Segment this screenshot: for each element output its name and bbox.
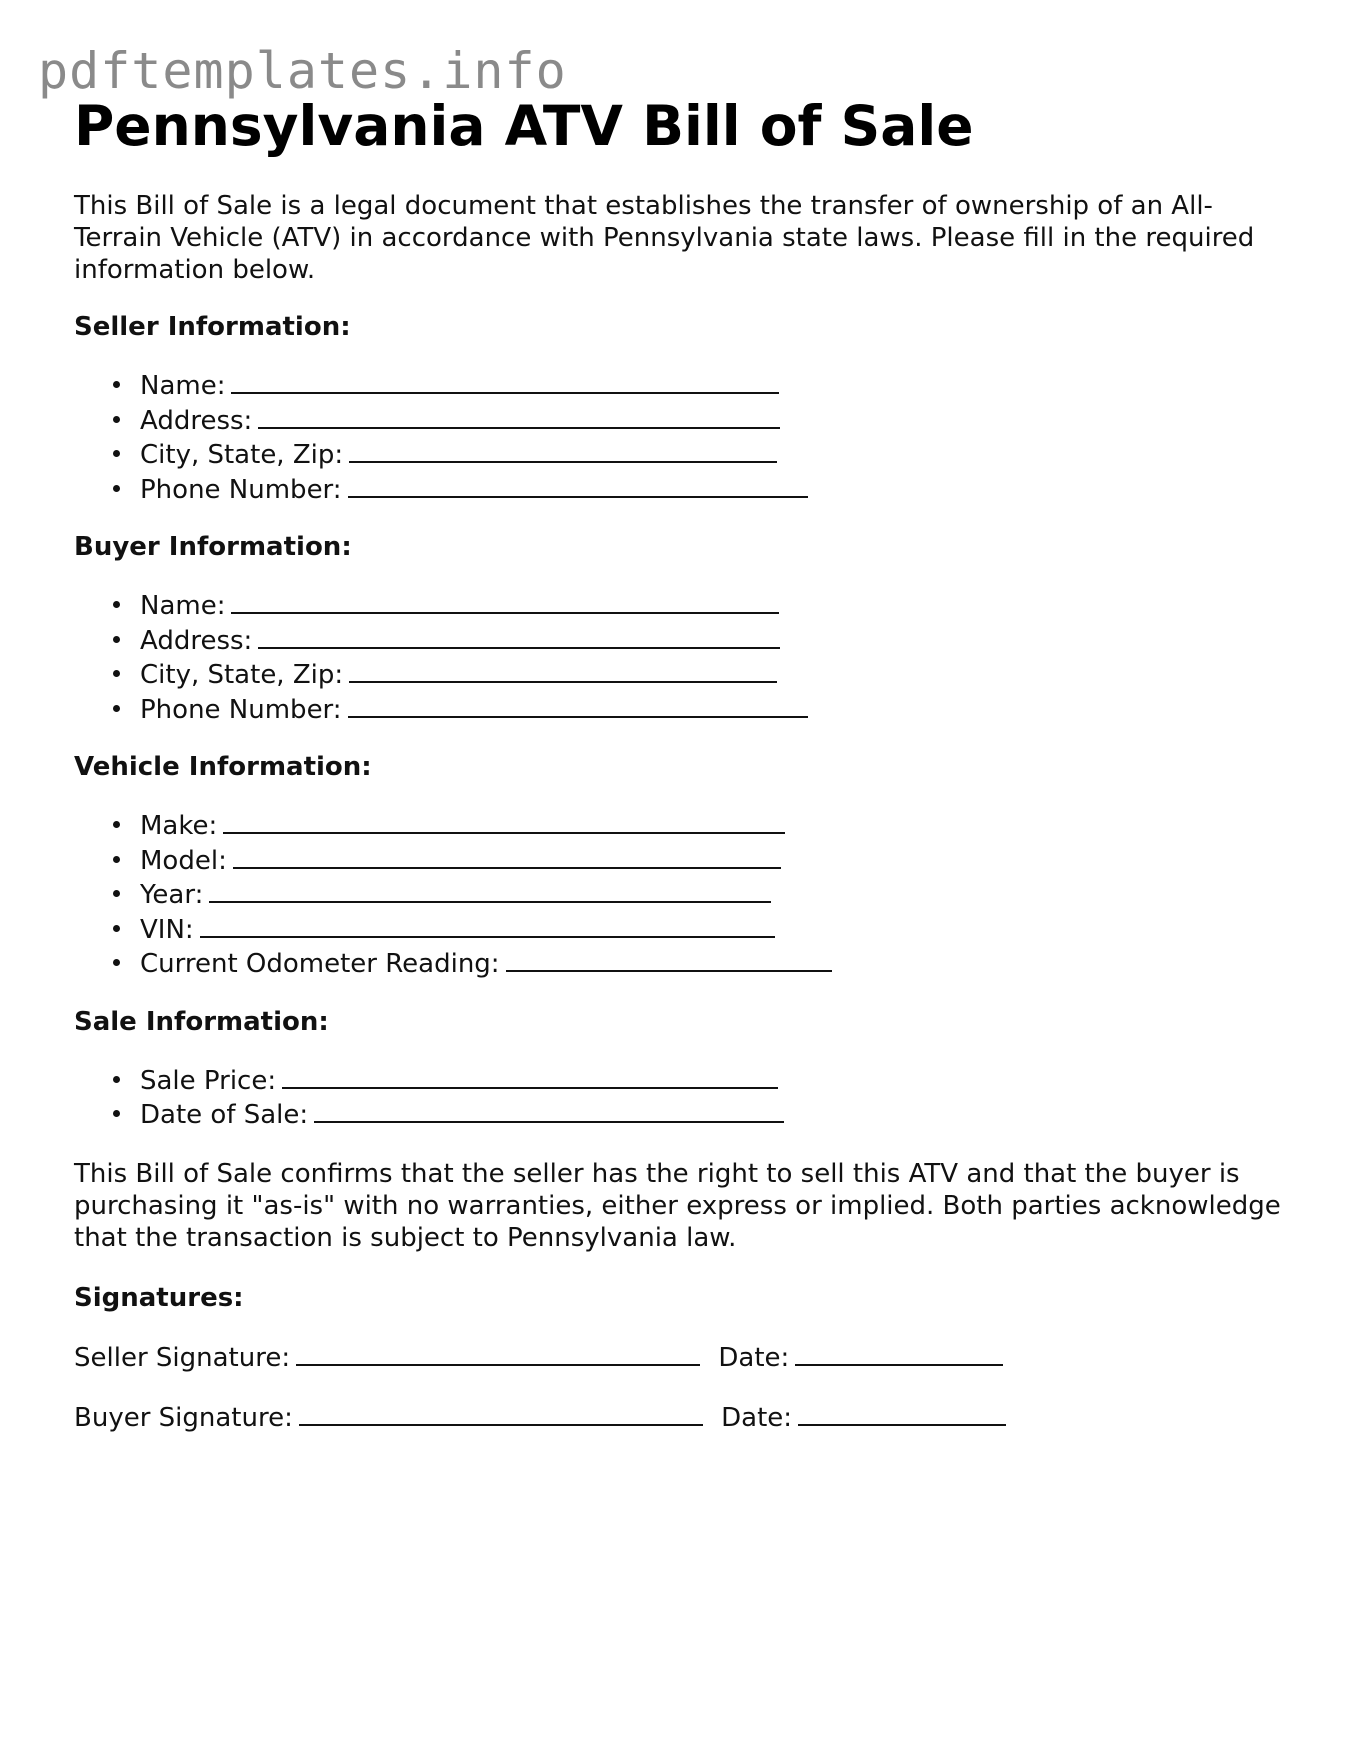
field-label: VIN: <box>140 914 194 945</box>
field-label: City, State, Zip: <box>140 660 344 690</box>
field-label: Year: <box>140 880 204 910</box>
vehicle-year-blank[interactable] <box>209 877 771 903</box>
buyer-signature-row <box>74 1400 1294 1434</box>
seller-date-label: Date: <box>718 1342 790 1373</box>
vehicle-odometer-field <box>74 946 1294 981</box>
sale-field-list <box>74 1063 1294 1132</box>
vehicle-model-field <box>74 843 1294 878</box>
sale-section-heading: Sale Information: <box>74 1006 329 1037</box>
buyer-signature-blank[interactable] <box>299 1400 703 1426</box>
page-title: Pennsylvania ATV Bill of Sale <box>74 94 974 158</box>
watermark: pdftemplates.info <box>38 42 567 100</box>
buyer-signature-label: Buyer Signature: <box>74 1402 293 1433</box>
vehicle-vin-blank[interactable] <box>200 912 775 938</box>
field-label: Phone Number: <box>140 694 342 725</box>
buyer-address-field <box>74 623 1294 658</box>
vehicle-year-field <box>74 877 1294 912</box>
seller-phone-field <box>74 472 1294 507</box>
seller-field-list <box>74 368 1294 506</box>
field-label: Sale Price: <box>140 1065 277 1096</box>
seller-address-blank[interactable] <box>258 403 780 429</box>
vehicle-field-list <box>74 808 1294 981</box>
seller-address-field <box>74 403 1294 438</box>
buyer-section-heading: Buyer Information: <box>74 532 352 562</box>
seller-signature-label: Seller Signature: <box>74 1342 291 1373</box>
buyer-phone-blank[interactable] <box>348 692 808 718</box>
field-label: Make: <box>140 811 218 841</box>
sale-price-field <box>74 1063 1294 1098</box>
field-label: Phone Number: <box>140 474 342 505</box>
seller-date-blank[interactable] <box>795 1340 1003 1366</box>
field-label: Date of Sale: <box>140 1100 309 1130</box>
field-label: City, State, Zip: <box>140 440 344 470</box>
field-label: Name: <box>140 591 226 621</box>
sale-date-blank[interactable] <box>314 1097 784 1123</box>
document <box>74 92 1294 1434</box>
vehicle-make-blank[interactable] <box>223 808 785 834</box>
buyer-city-state-zip-blank[interactable] <box>349 657 777 683</box>
buyer-city-state-zip-field <box>74 657 1294 692</box>
intro-paragraph: This Bill of Sale is a legal document that establishes the transfer of ownership of an All-Terrain Vehicle (ATV) in accordance with Pennsylvania state laws. Please fill in the required information below. <box>74 191 1255 285</box>
closing-paragraph: This Bill of Sale confirms that the seller has the right to sell this ATV and that the buyer is purchasing it "as-is" with no warranties, either express or implied. Both parties acknowledge that the transaction is subject to Pennsylvania law. <box>74 1158 1281 1253</box>
vehicle-section-heading: Vehicle Information: <box>74 752 372 782</box>
seller-phone-blank[interactable] <box>348 472 808 498</box>
seller-section-heading: Seller Information: <box>74 312 351 342</box>
vehicle-model-blank[interactable] <box>233 843 781 869</box>
seller-name-field <box>74 368 1294 403</box>
vehicle-odometer-blank[interactable] <box>506 946 832 972</box>
buyer-date-blank[interactable] <box>798 1400 1006 1426</box>
field-label: Current Odometer Reading: <box>140 949 500 979</box>
seller-city-state-zip-blank[interactable] <box>349 437 777 463</box>
field-label: Model: <box>140 845 227 876</box>
signatures-section-heading: Signatures: <box>74 1282 244 1313</box>
field-label: Name: <box>140 371 226 401</box>
buyer-name-blank[interactable] <box>231 588 779 614</box>
vehicle-make-field <box>74 808 1294 843</box>
buyer-field-list <box>74 588 1294 726</box>
field-label: Address: <box>140 405 253 436</box>
seller-signature-row <box>74 1340 1294 1374</box>
seller-signature-blank[interactable] <box>296 1340 700 1366</box>
buyer-date-label: Date: <box>721 1402 793 1433</box>
sale-date-field <box>74 1097 1294 1132</box>
buyer-phone-field <box>74 692 1294 727</box>
vehicle-vin-field <box>74 912 1294 947</box>
seller-city-state-zip-field <box>74 437 1294 472</box>
buyer-address-blank[interactable] <box>258 623 780 649</box>
field-label: Address: <box>140 625 253 656</box>
buyer-name-field <box>74 588 1294 623</box>
seller-name-blank[interactable] <box>231 368 779 394</box>
sale-price-blank[interactable] <box>282 1063 778 1089</box>
